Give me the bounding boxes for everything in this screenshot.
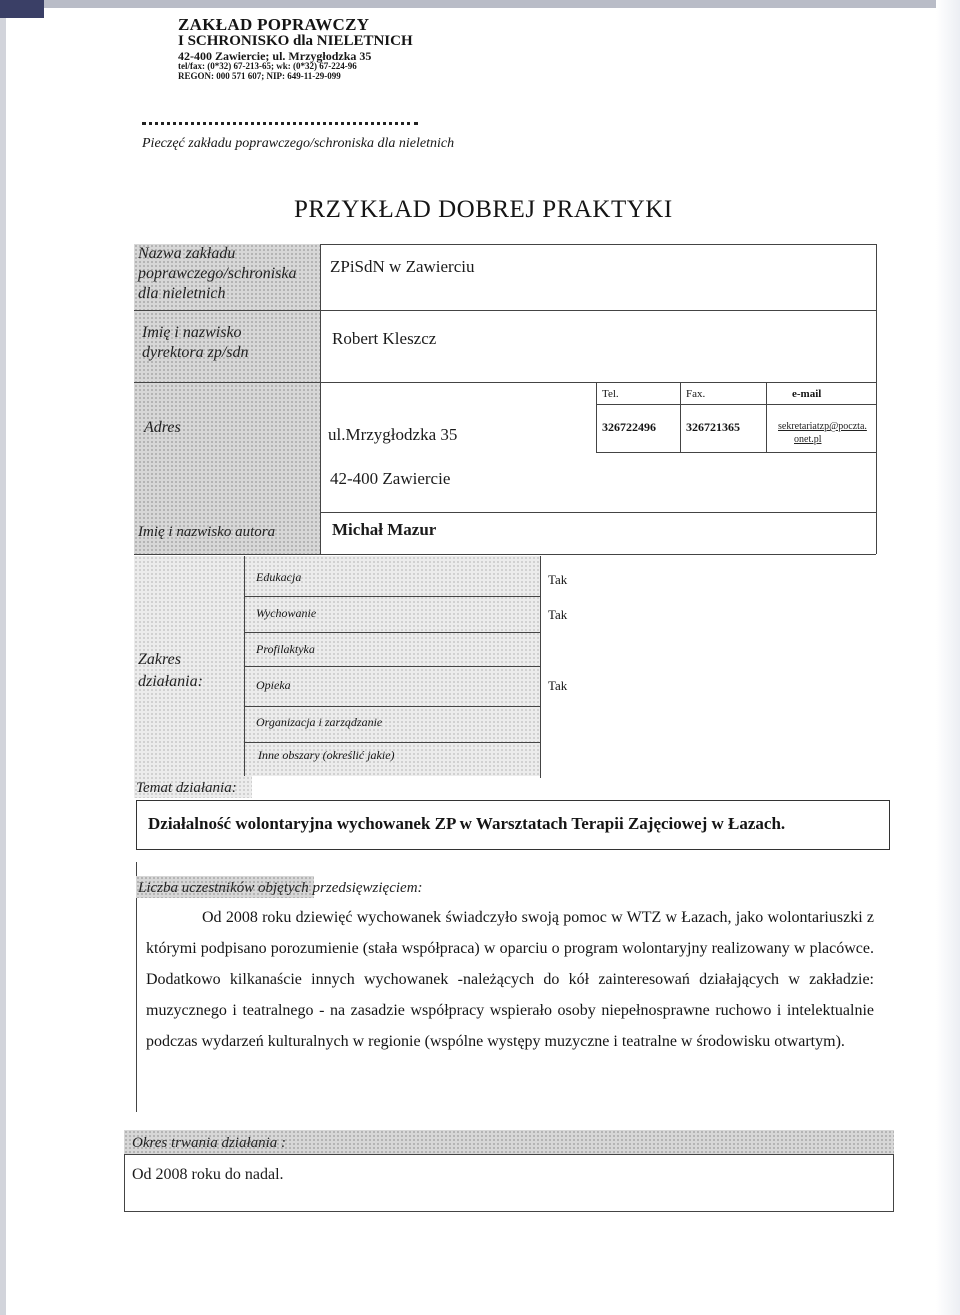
table-top-line bbox=[320, 244, 876, 245]
scope-line-4 bbox=[244, 706, 540, 707]
row-line-3 bbox=[320, 512, 876, 513]
institution-stamp bbox=[178, 16, 438, 81]
stamp-line-4: tel/fax: (0*32) 67-213-65; wk: (0*32) 67-224-96 bbox=[178, 61, 357, 72]
topic-label: Temat działania: bbox=[136, 780, 237, 796]
scope-item-name: Organizacja i zarządzanie bbox=[256, 715, 383, 729]
scope-line-1 bbox=[244, 596, 540, 597]
scope-item-value: Tak bbox=[548, 572, 568, 587]
scope-divider-right bbox=[540, 556, 541, 778]
row-line-4 bbox=[134, 554, 876, 555]
participants-text bbox=[146, 902, 874, 1057]
email-link-line-1[interactable]: sekretariatzp@poczta. bbox=[778, 421, 867, 432]
tel-label: Tel. bbox=[602, 388, 619, 400]
author-label: Imię i nazwisko autora bbox=[138, 524, 276, 540]
contact-divider-2 bbox=[680, 382, 681, 452]
address-city: 42-400 Zawiercie bbox=[330, 469, 451, 488]
stamp-line-2: I SCHRONISKO dla NIELETNICH bbox=[178, 32, 413, 49]
stamp-line-3: 42-400 Zawiercie; ul. Mrzygłodzka 35 bbox=[178, 48, 372, 63]
scope-line-5 bbox=[244, 742, 540, 743]
address-label: Adres bbox=[144, 419, 181, 436]
address-street: ul.Mrzygłodzka 35 bbox=[328, 425, 458, 444]
scope-item-name: Inne obszary (określić jakie) bbox=[258, 748, 395, 762]
facility-value: ZPiSdN w Zawierciu bbox=[330, 257, 475, 276]
scope-label-2: działania: bbox=[138, 673, 203, 690]
document-title: PRZYKŁAD DOBREJ PRAKTYKI bbox=[294, 196, 673, 223]
participants-left-border bbox=[136, 862, 137, 1112]
table-right-border bbox=[876, 244, 877, 554]
director-label: Imię i nazwisko dyrektora zp/sdn bbox=[142, 324, 249, 361]
page-shadow bbox=[936, 0, 960, 1315]
scope-item-value: Tak bbox=[548, 678, 568, 693]
director-value: Robert Kleszcz bbox=[332, 329, 437, 348]
topic-value: Działalność wolontaryjna wychowanek ZP w Warsztatach Terapii Zajęciowej w Łazach. bbox=[148, 814, 786, 833]
scope-item-name: Edukacja bbox=[256, 570, 302, 584]
scope-divider-left bbox=[244, 556, 245, 778]
participants-label: Liczba uczestników objętych przedsięwzięciem: bbox=[138, 880, 423, 896]
duration-value: Od 2008 roku do nadal. bbox=[132, 1166, 284, 1183]
scope-item-value: Tak bbox=[548, 607, 568, 622]
fax-value: 326721365 bbox=[686, 420, 740, 434]
facility-label: Nazwa zakładu poprawczego/schroniska dla nieletnich bbox=[138, 245, 297, 302]
row-line-1 bbox=[134, 310, 876, 311]
scope-label-1: Zakres bbox=[138, 651, 181, 668]
scope-line-3 bbox=[244, 666, 540, 667]
email-link-line-2[interactable]: onet.pl bbox=[794, 434, 822, 445]
contact-bottom-line bbox=[596, 452, 876, 453]
duration-label: Okres trwania działania : bbox=[132, 1135, 287, 1151]
author-value: Michał Mazur bbox=[332, 520, 437, 539]
scan-edge-left bbox=[0, 0, 6, 1315]
scope-item-name: Wychowanie bbox=[256, 606, 317, 620]
contact-header-line bbox=[596, 404, 876, 405]
contact-divider-1 bbox=[596, 382, 597, 452]
scope-item-name: Opieka bbox=[256, 678, 291, 692]
tel-value: 326722496 bbox=[602, 420, 656, 434]
scope-line-2 bbox=[244, 632, 540, 633]
stamp-line-5: REGON: 000 571 607; NIP: 649-11-29-099 bbox=[178, 70, 341, 81]
scope-item-name: Profilaktyka bbox=[256, 642, 315, 656]
email-label: e-mail bbox=[792, 388, 822, 400]
fax-label: Fax. bbox=[686, 388, 706, 400]
stamp-line-1: ZAKŁAD POPRAWCZY bbox=[178, 15, 370, 34]
stamp-dotted-line bbox=[142, 122, 418, 125]
scan-edge-top bbox=[0, 0, 960, 8]
scan-corner-mark bbox=[0, 0, 44, 18]
stamp-caption: Pieczęć zakładu poprawczego/schroniska dla nieletnich bbox=[142, 136, 455, 151]
row-line-2 bbox=[134, 382, 876, 383]
participants-paragraph: Od 2008 roku dziewięć wychowanek świadczyło swoją pomoc w WTZ w Łazach, jako wolontariuszki z którymi podpisano porozumienie (stała współpraca) w oparciu o program wolontaryjny realizowany w placówce. Dodatkowo kilkanaście innych wychowanek -należących do kół zainteresowań działających w zakładzie: muzycznego i teatralnego - na zasadzie współpracy wspierało osoby niepełnosprawne ruchowo i intelektualnie podczas wydarzeń kulturalnych w regionie (wspólne występy muzyczne i teatralne w środowisku otwartym). bbox=[146, 909, 874, 1050]
contact-divider-3 bbox=[766, 382, 767, 452]
table-divider bbox=[320, 244, 321, 554]
